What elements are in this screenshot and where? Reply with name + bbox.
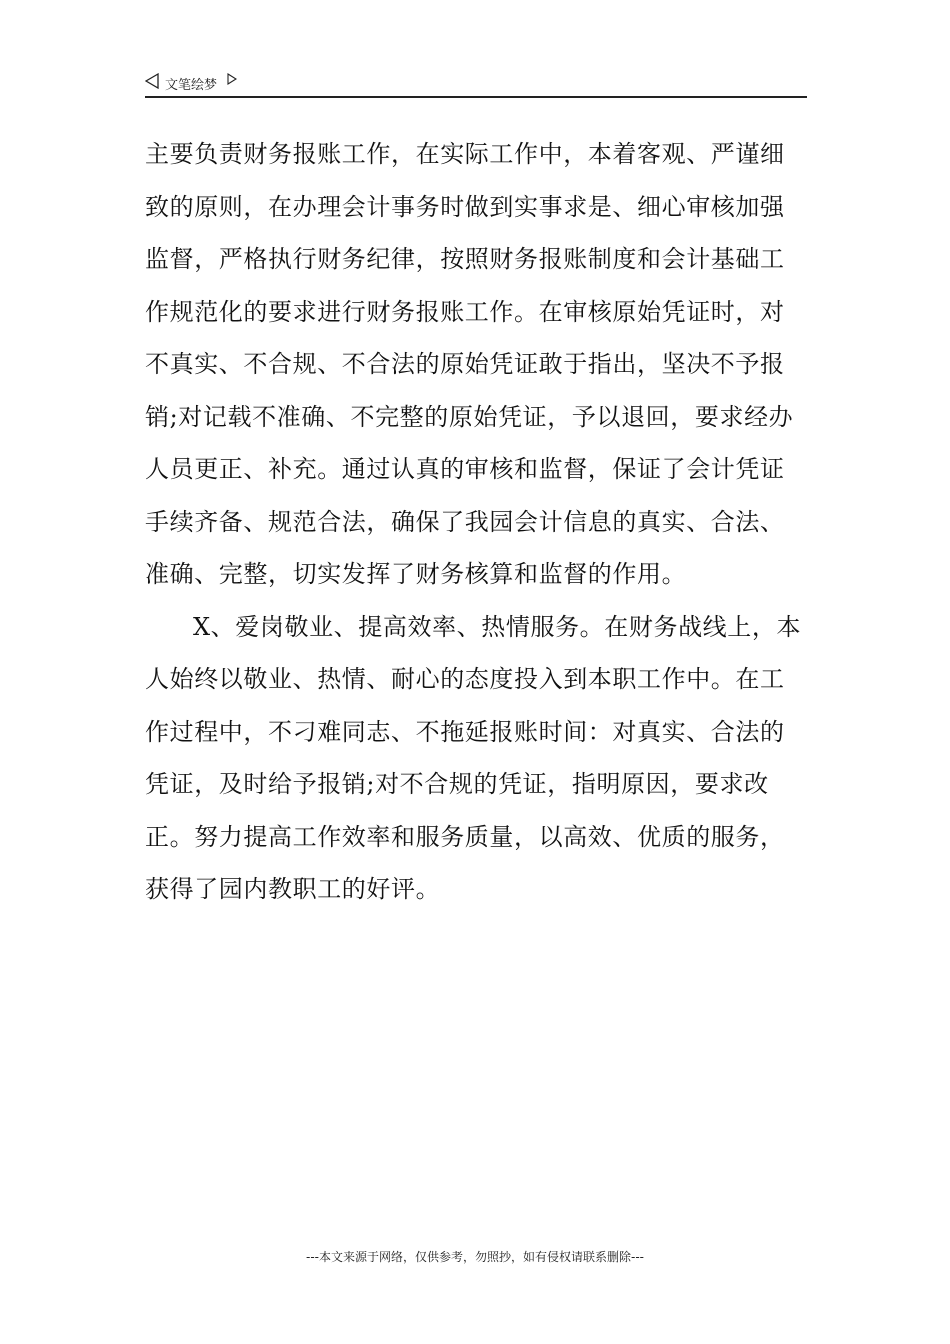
document-body <box>145 128 809 916</box>
footer-disclaimer: ---本文来源于网络，仅供参考，勿照抄，如有侵权请联系删除--- <box>306 1250 644 1264</box>
paragraph-2: X、爱岗敬业、提高效率、热情服务。在财务战线上，本人始终以敬业、热情、耐心的态度投入到本职工作中。在工作过程中，不刁难同志、不拖延报账时间：对真实、合法的凭证，及时给予报销;对不合规的凭证，指明原因，要求改正。努力提高工作效率和服务质量，以高效、优质的服务，获得了园内教职工的好评。 <box>145 612 802 903</box>
page-header <box>145 70 807 98</box>
header-logo <box>145 73 237 93</box>
triangle-left-icon <box>145 73 159 93</box>
paragraph-1: 主要负责财务报账工作，在实际工作中，本着客观、严谨细致的原则，在办理会计事务时做到实事求是、细心审核加强监督，严格执行财务纪律，按照财务报账制度和会计基础工作规范化的要求进行财务报账工作。在审核原始凭证时，对不真实、不合规、不合法的原始凭证敢于指出，坚决不予报销;对记载不准确、不完整的原始凭证，予以退回，要求经办人员更正、补充。通过认真的审核和监督，保证了会计凭证手续齐备、规范合法，确保了我园会计信息的真实、合法、准确、完整，切实发挥了财务核算和监督的作用。 <box>145 140 794 588</box>
triangle-right-icon <box>227 74 237 93</box>
header-title: 文笔绘梦 <box>165 77 218 93</box>
